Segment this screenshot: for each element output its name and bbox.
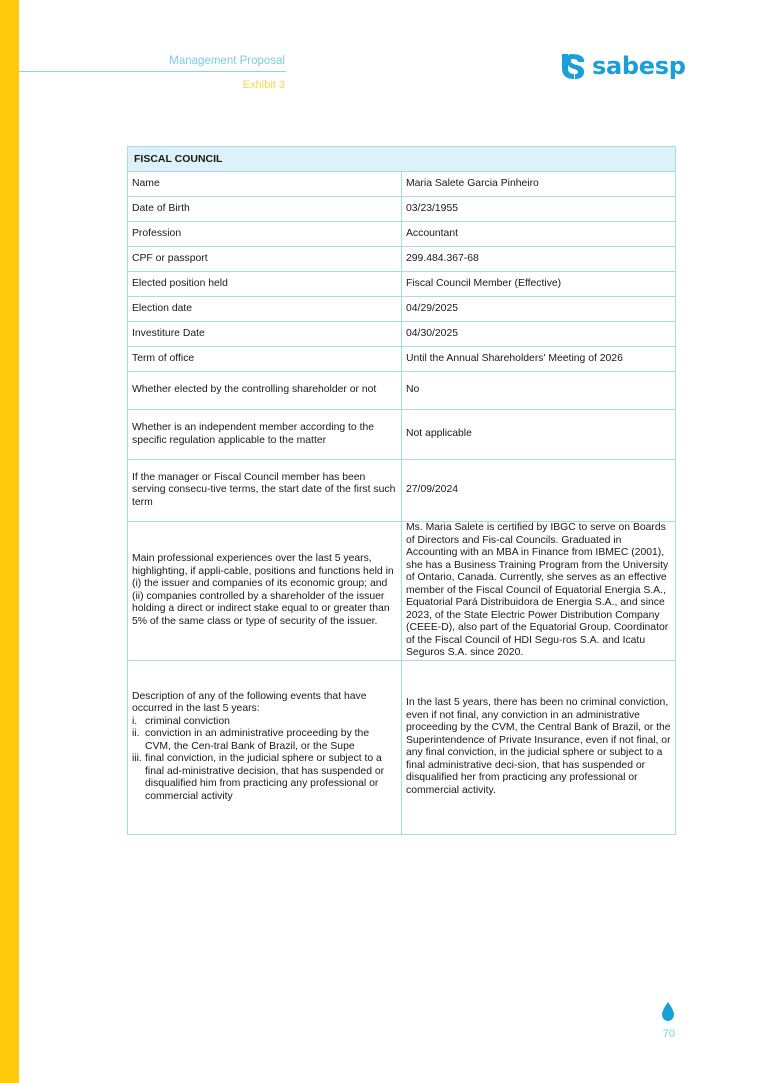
- left-accent-bar: [0, 0, 19, 1083]
- table-row: [128, 222, 676, 247]
- table-row: [128, 522, 676, 661]
- sabesp-logo: [559, 51, 686, 81]
- fiscal-council-table: [127, 146, 676, 835]
- row-value: 27/09/2024: [402, 460, 676, 522]
- events-value: In the last 5 years, there has been no criminal conviction, even if not final, any conviction in an administrative proceeding by the CVM, the Central Bank of Brazil, or the Superintendence of Private Insurance, even if not final, or any final conviction, in the judicial sphere or subject to a final administrative deci-sion, that has suspended or disqualified her from practicing any professional or commercial activity.: [402, 660, 676, 834]
- table-heading: FISCAL COUNCIL: [128, 147, 676, 172]
- row-value: Ms. Maria Salete is certified by IBGC to serve on Boards of Directors and Fis-cal Councils. Graduated in Accounting with an MBA in Finance from IBMEC (2001), she has a Business Training Program from the University of Ontario, Canada. Currently, she serves as an effective member of the Fiscal Council of Equatorial Energia S.A., Equatorial Pará Distribuidora de Energia S.A., and since 2023, of the State Electric Power Distribution Company (CEEE-D), also part of the Equatorial Group. Coordinator of the Fiscal Council of HDI Segu-ros S.A. and Icatu Seguros S.A. since 2020.: [402, 522, 676, 661]
- row-label: Whether elected by the controlling shareholder or not: [128, 372, 402, 410]
- table-row: [128, 347, 676, 372]
- document-title: Management Proposal: [169, 55, 285, 67]
- row-value: Accountant: [402, 222, 676, 247]
- table-row: [128, 372, 676, 410]
- events-list: [132, 716, 397, 804]
- list-item-text: criminal conviction: [145, 715, 230, 727]
- row-value: No: [402, 372, 676, 410]
- row-label: Main professional experiences over the last 5 years, highlighting, if appli-cable, positions and functions held in (i) the issuer and companies of its economic group; and (ii) companies controlled by a shareholder of the issuer holding a direct or indirect stake equal to or greater than 5% of the same class or type of security of the issuer.: [128, 522, 402, 661]
- table-row-events: [128, 660, 676, 834]
- events-label: [128, 660, 402, 834]
- water-drop-icon: [662, 1002, 674, 1021]
- list-item: [132, 716, 397, 729]
- list-item-text: final conviction, in the judicial sphere or subject to a final ad-ministrative decision, that has suspended or disqualified him from practicing any professional or commercial activity: [145, 753, 385, 802]
- row-value: 04/29/2025: [402, 297, 676, 322]
- table-row: [128, 197, 676, 222]
- table-row: [128, 410, 676, 460]
- row-label: Election date: [128, 297, 402, 322]
- table-row: [128, 297, 676, 322]
- list-item-number: ii.: [132, 728, 140, 740]
- row-value: 299.484.367-68: [402, 247, 676, 272]
- row-value: Until the Annual Shareholders' Meeting of 2026: [402, 347, 676, 372]
- row-label: CPF or passport: [128, 247, 402, 272]
- row-value: Fiscal Council Member (Effective): [402, 272, 676, 297]
- events-intro: Description of any of the following events that have occurred in the last 5 years:: [132, 690, 367, 715]
- row-label: Investiture Date: [128, 322, 402, 347]
- list-item-number: iii.: [132, 753, 142, 765]
- page-number: 70: [662, 1028, 675, 1040]
- table-row: [128, 322, 676, 347]
- row-value: Maria Salete Garcia Pinheiro: [402, 172, 676, 197]
- row-label: Profession: [128, 222, 402, 247]
- list-item: [132, 728, 397, 753]
- row-label: Name: [128, 172, 402, 197]
- logo-wordmark: sabesp: [592, 52, 686, 80]
- table-row: [128, 247, 676, 272]
- row-label: Elected position held: [128, 272, 402, 297]
- list-item-number: i.: [132, 715, 138, 727]
- table-row: [128, 460, 676, 522]
- sabesp-logo-icon: [559, 52, 587, 80]
- list-item-text: conviction in an administrative proceeding by the CVM, the Cen-tral Bank of Brazil, or the Supe: [145, 728, 370, 752]
- table-row: [128, 272, 676, 297]
- row-label: If the manager or Fiscal Council member has been serving consecu-tive terms, the start date of the first such term: [128, 460, 402, 522]
- table-row: [128, 172, 676, 197]
- row-value: Not applicable: [402, 410, 676, 460]
- list-item: [132, 753, 397, 803]
- header-divider: [19, 71, 286, 72]
- row-label: Whether is an independent member according to the specific regulation applicable to the matter: [128, 410, 402, 460]
- exhibit-label: Exhibit 3: [242, 79, 285, 91]
- row-label: Term of office: [128, 347, 402, 372]
- row-value: 04/30/2025: [402, 322, 676, 347]
- row-value: 03/23/1955: [402, 197, 676, 222]
- row-label: Date of Birth: [128, 197, 402, 222]
